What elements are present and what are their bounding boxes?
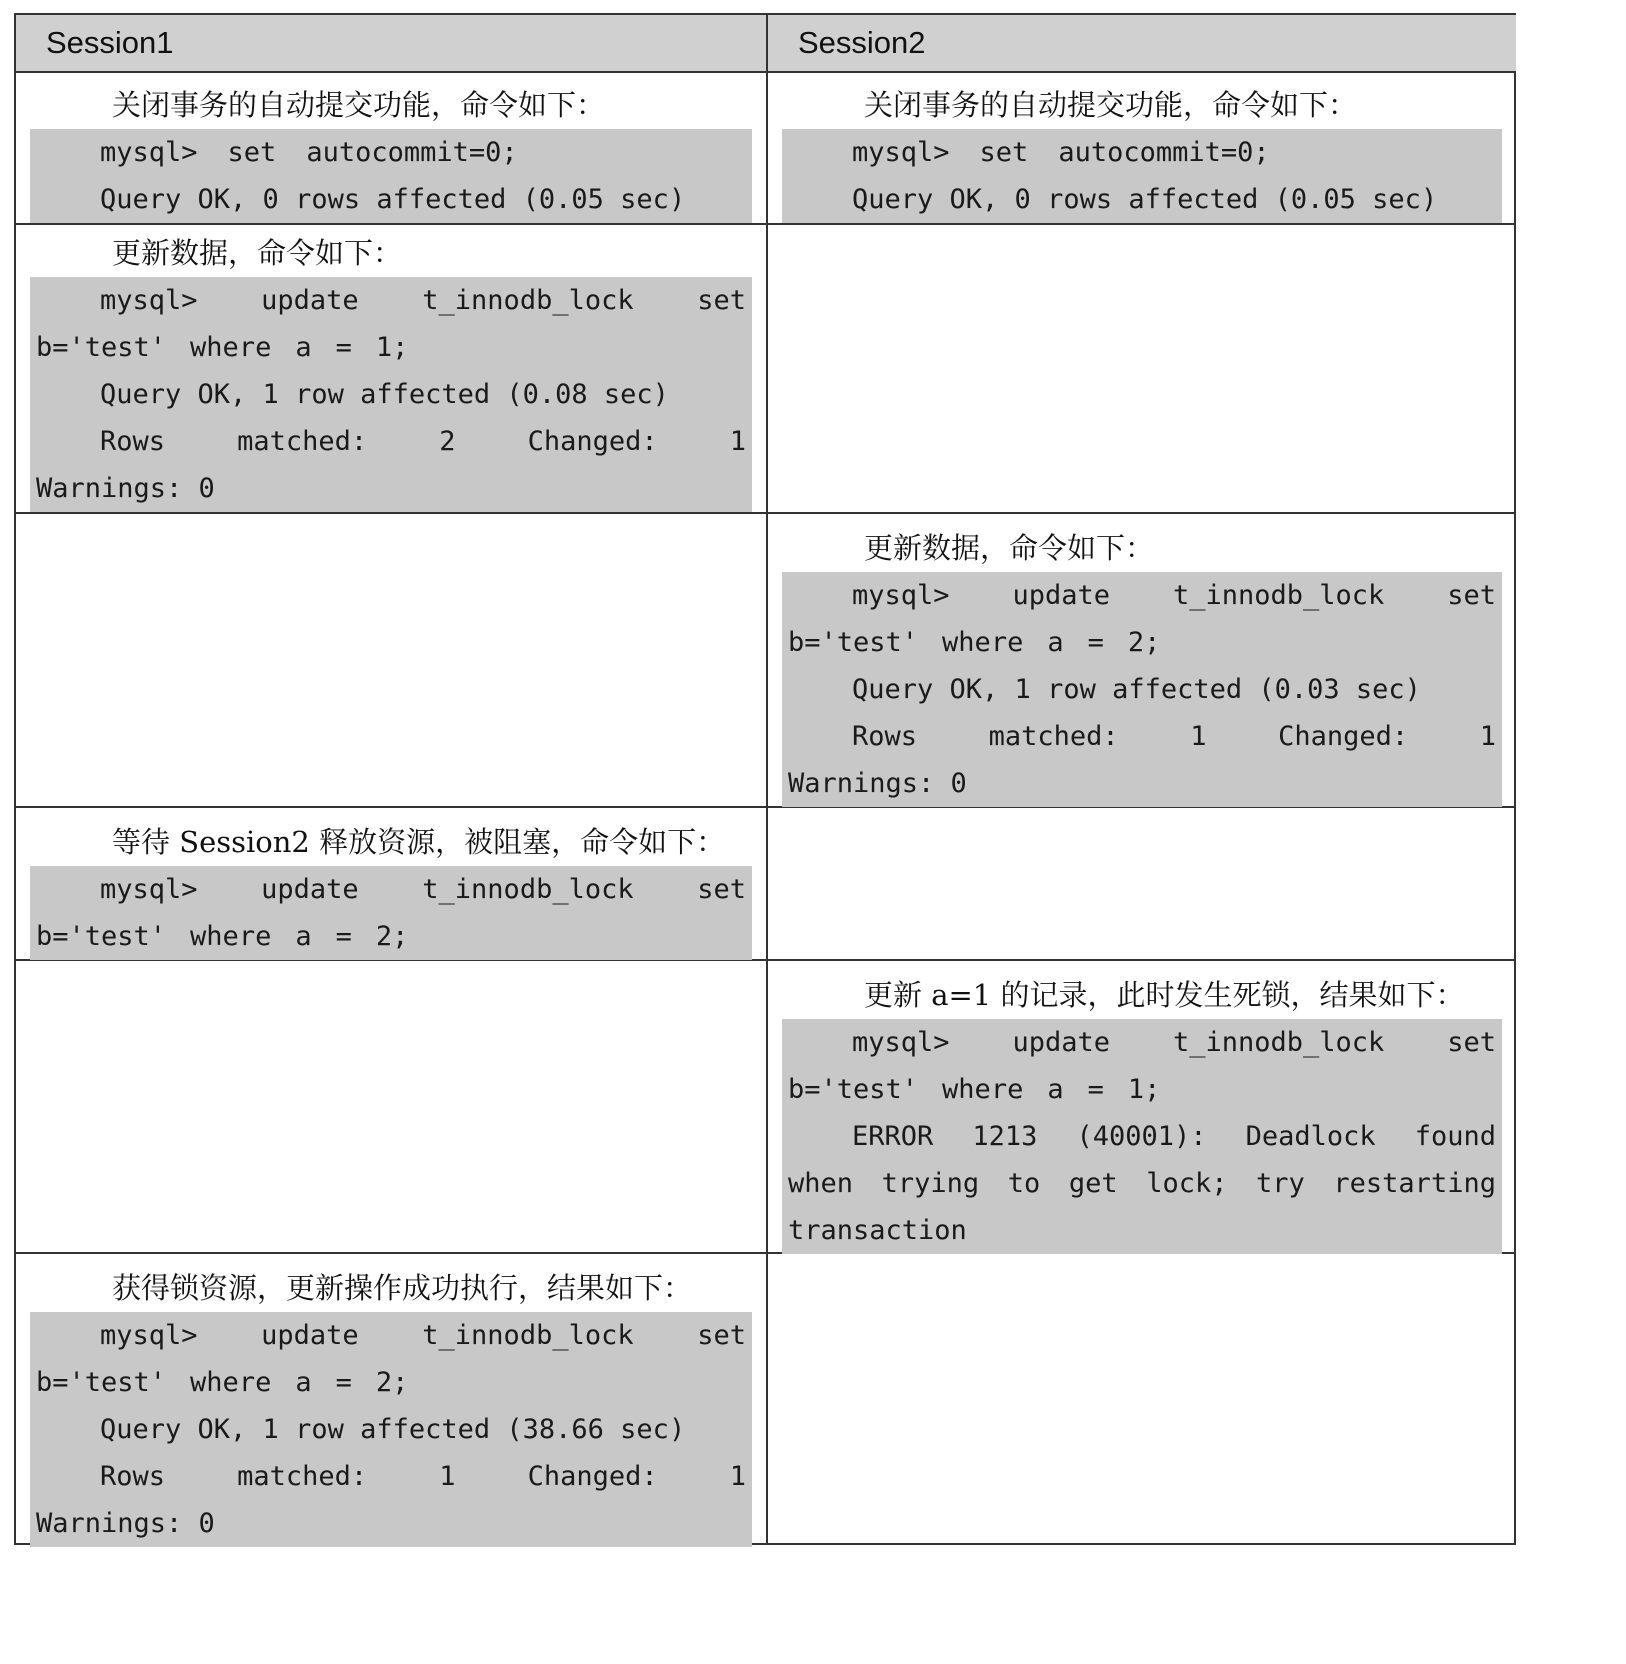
code-token: =	[335, 1367, 352, 1398]
code-token: update	[1012, 580, 1111, 611]
code-token: get	[1068, 1168, 1118, 1199]
code-block	[30, 866, 752, 960]
code-token: Rows	[100, 1461, 166, 1492]
code-line: Query OK, 1 row affected (38.66 sec)	[100, 1414, 686, 1445]
code-token: (40001):	[1076, 1121, 1207, 1152]
code-token: a	[295, 332, 312, 363]
code-line	[30, 418, 752, 465]
code-block	[30, 129, 752, 223]
code-token: Rows	[100, 426, 166, 457]
session-table	[14, 13, 1516, 1545]
step-description: 获得锁资源，更新操作成功执行，结果如下：	[112, 1271, 693, 1305]
code-token: b='test'	[36, 921, 167, 952]
code-token: b='test'	[36, 332, 167, 363]
code-token: update	[261, 874, 359, 905]
code-line: Query OK, 1 row affected (0.03 sec)	[852, 674, 1421, 705]
row-divider	[16, 71, 1514, 73]
code-token: a	[295, 1367, 312, 1398]
code-block	[30, 1312, 752, 1547]
code-line: transaction	[788, 1215, 967, 1246]
code-block	[782, 129, 1502, 223]
step-description: 更新 a=1 的记录，此时发生死锁，结果如下：	[864, 978, 1465, 1012]
code-line	[30, 277, 752, 324]
code-token: set	[1447, 1027, 1496, 1058]
code-token: =	[1087, 627, 1104, 658]
code-token: mysql>	[100, 1320, 198, 1351]
code-token: 2	[439, 426, 456, 457]
code-line: Warnings: 0	[788, 768, 967, 799]
code-token: Changed:	[527, 426, 658, 457]
code-token: t_innodb_lock	[422, 1320, 634, 1351]
code-line	[30, 324, 752, 371]
code-token: t_innodb_lock	[422, 874, 634, 905]
code-line	[782, 572, 1502, 619]
code-token: b='test'	[788, 1074, 919, 1105]
step-3-session2	[768, 526, 1516, 807]
code-line: Query OK, 0 rows affected (0.05 sec)	[852, 184, 1438, 215]
code-line: Query OK, 0 rows affected (0.05 sec)	[100, 184, 686, 215]
code-token: matched:	[237, 1461, 368, 1492]
code-line	[782, 1066, 1502, 1113]
code-token: 1;	[1127, 1074, 1161, 1105]
code-token: mysql>	[852, 137, 950, 168]
code-token: a	[1047, 627, 1064, 658]
code-block	[782, 572, 1502, 807]
code-token: matched:	[988, 721, 1119, 752]
code-token: =	[335, 921, 352, 952]
code-token: Changed:	[1278, 721, 1409, 752]
code-token: Changed:	[527, 1461, 658, 1492]
code-token: 1;	[375, 332, 409, 363]
code-line: Warnings: 0	[36, 473, 215, 504]
code-line	[782, 1160, 1502, 1207]
row-divider	[16, 223, 1514, 225]
header-session1: Session1	[16, 15, 766, 71]
code-token: to	[1007, 1168, 1041, 1199]
header-session2: Session2	[768, 15, 1516, 71]
code-line	[782, 1019, 1502, 1066]
code-token: where	[190, 1367, 272, 1398]
code-token: where	[942, 1074, 1024, 1105]
code-token: mysql>	[100, 137, 198, 168]
step-description: 更新数据，命令如下：	[864, 531, 1155, 565]
code-token: set	[979, 137, 1029, 168]
step-description: 关闭事务的自动提交功能，命令如下：	[864, 88, 1358, 122]
code-token: autocommit=0;	[306, 137, 518, 168]
code-token: b='test'	[788, 627, 919, 658]
step-description: 更新数据，命令如下：	[112, 236, 403, 270]
step-4-session1	[16, 820, 766, 960]
code-token: 1	[1190, 721, 1207, 752]
code-token: mysql>	[100, 285, 198, 316]
step-description: 等待 Session2 释放资源，被阻塞，命令如下：	[112, 825, 726, 859]
step-1-session1	[16, 83, 766, 223]
code-token: when	[788, 1168, 854, 1199]
row-divider	[16, 512, 1514, 514]
code-line	[30, 1359, 752, 1406]
code-line: Query OK, 1 row affected (0.08 sec)	[100, 379, 669, 410]
code-token: ERROR	[852, 1121, 934, 1152]
code-token: 1	[729, 426, 746, 457]
step-2-session1	[16, 231, 766, 512]
code-block	[30, 277, 752, 512]
code-token: t_innodb_lock	[422, 285, 634, 316]
code-token: autocommit=0;	[1058, 137, 1270, 168]
code-token: 2;	[375, 921, 409, 952]
code-token: a	[295, 921, 312, 952]
code-token: t_innodb_lock	[1172, 1027, 1385, 1058]
code-token: 1	[439, 1461, 456, 1492]
step-6-session1	[16, 1266, 766, 1547]
code-token: lock;	[1146, 1168, 1228, 1199]
code-token: set	[227, 137, 277, 168]
code-line	[30, 129, 752, 176]
code-line	[782, 713, 1502, 760]
code-line	[30, 866, 752, 913]
code-token: where	[190, 921, 272, 952]
code-token: restarting	[1333, 1168, 1496, 1199]
code-token: mysql>	[852, 1027, 950, 1058]
code-token: 2;	[375, 1367, 409, 1398]
code-token: where	[942, 627, 1024, 658]
step-1-session2	[768, 83, 1516, 223]
code-token: 1	[1479, 721, 1496, 752]
code-token: mysql>	[852, 580, 950, 611]
code-line	[782, 619, 1502, 666]
code-line	[782, 129, 1502, 176]
code-token: found	[1414, 1121, 1496, 1152]
code-token: matched:	[237, 426, 368, 457]
code-line: Warnings: 0	[36, 1508, 215, 1539]
code-token: update	[261, 285, 359, 316]
code-token: Rows	[852, 721, 918, 752]
code-line	[30, 1453, 752, 1500]
code-token: trying	[881, 1168, 980, 1199]
code-token: 1	[729, 1461, 746, 1492]
step-5-session2	[768, 973, 1516, 1254]
code-token: update	[261, 1320, 359, 1351]
code-line	[30, 1312, 752, 1359]
code-line	[782, 1113, 1502, 1160]
code-token: =	[335, 332, 352, 363]
step-description: 关闭事务的自动提交功能，命令如下：	[112, 88, 606, 122]
code-token: mysql>	[100, 874, 198, 905]
code-token: 1213	[972, 1121, 1038, 1152]
code-token: Deadlock	[1245, 1121, 1376, 1152]
code-token: where	[190, 332, 272, 363]
code-token: update	[1012, 1027, 1111, 1058]
code-token: try	[1256, 1168, 1305, 1199]
code-token: t_innodb_lock	[1172, 580, 1385, 611]
code-token: =	[1087, 1074, 1104, 1105]
code-token: set	[697, 285, 746, 316]
code-line	[30, 913, 752, 960]
code-token: 2;	[1127, 627, 1161, 658]
code-token: set	[697, 1320, 746, 1351]
code-token: set	[1447, 580, 1496, 611]
code-token: b='test'	[36, 1367, 167, 1398]
code-block	[782, 1019, 1502, 1254]
code-token: set	[697, 874, 746, 905]
code-token: a	[1047, 1074, 1064, 1105]
